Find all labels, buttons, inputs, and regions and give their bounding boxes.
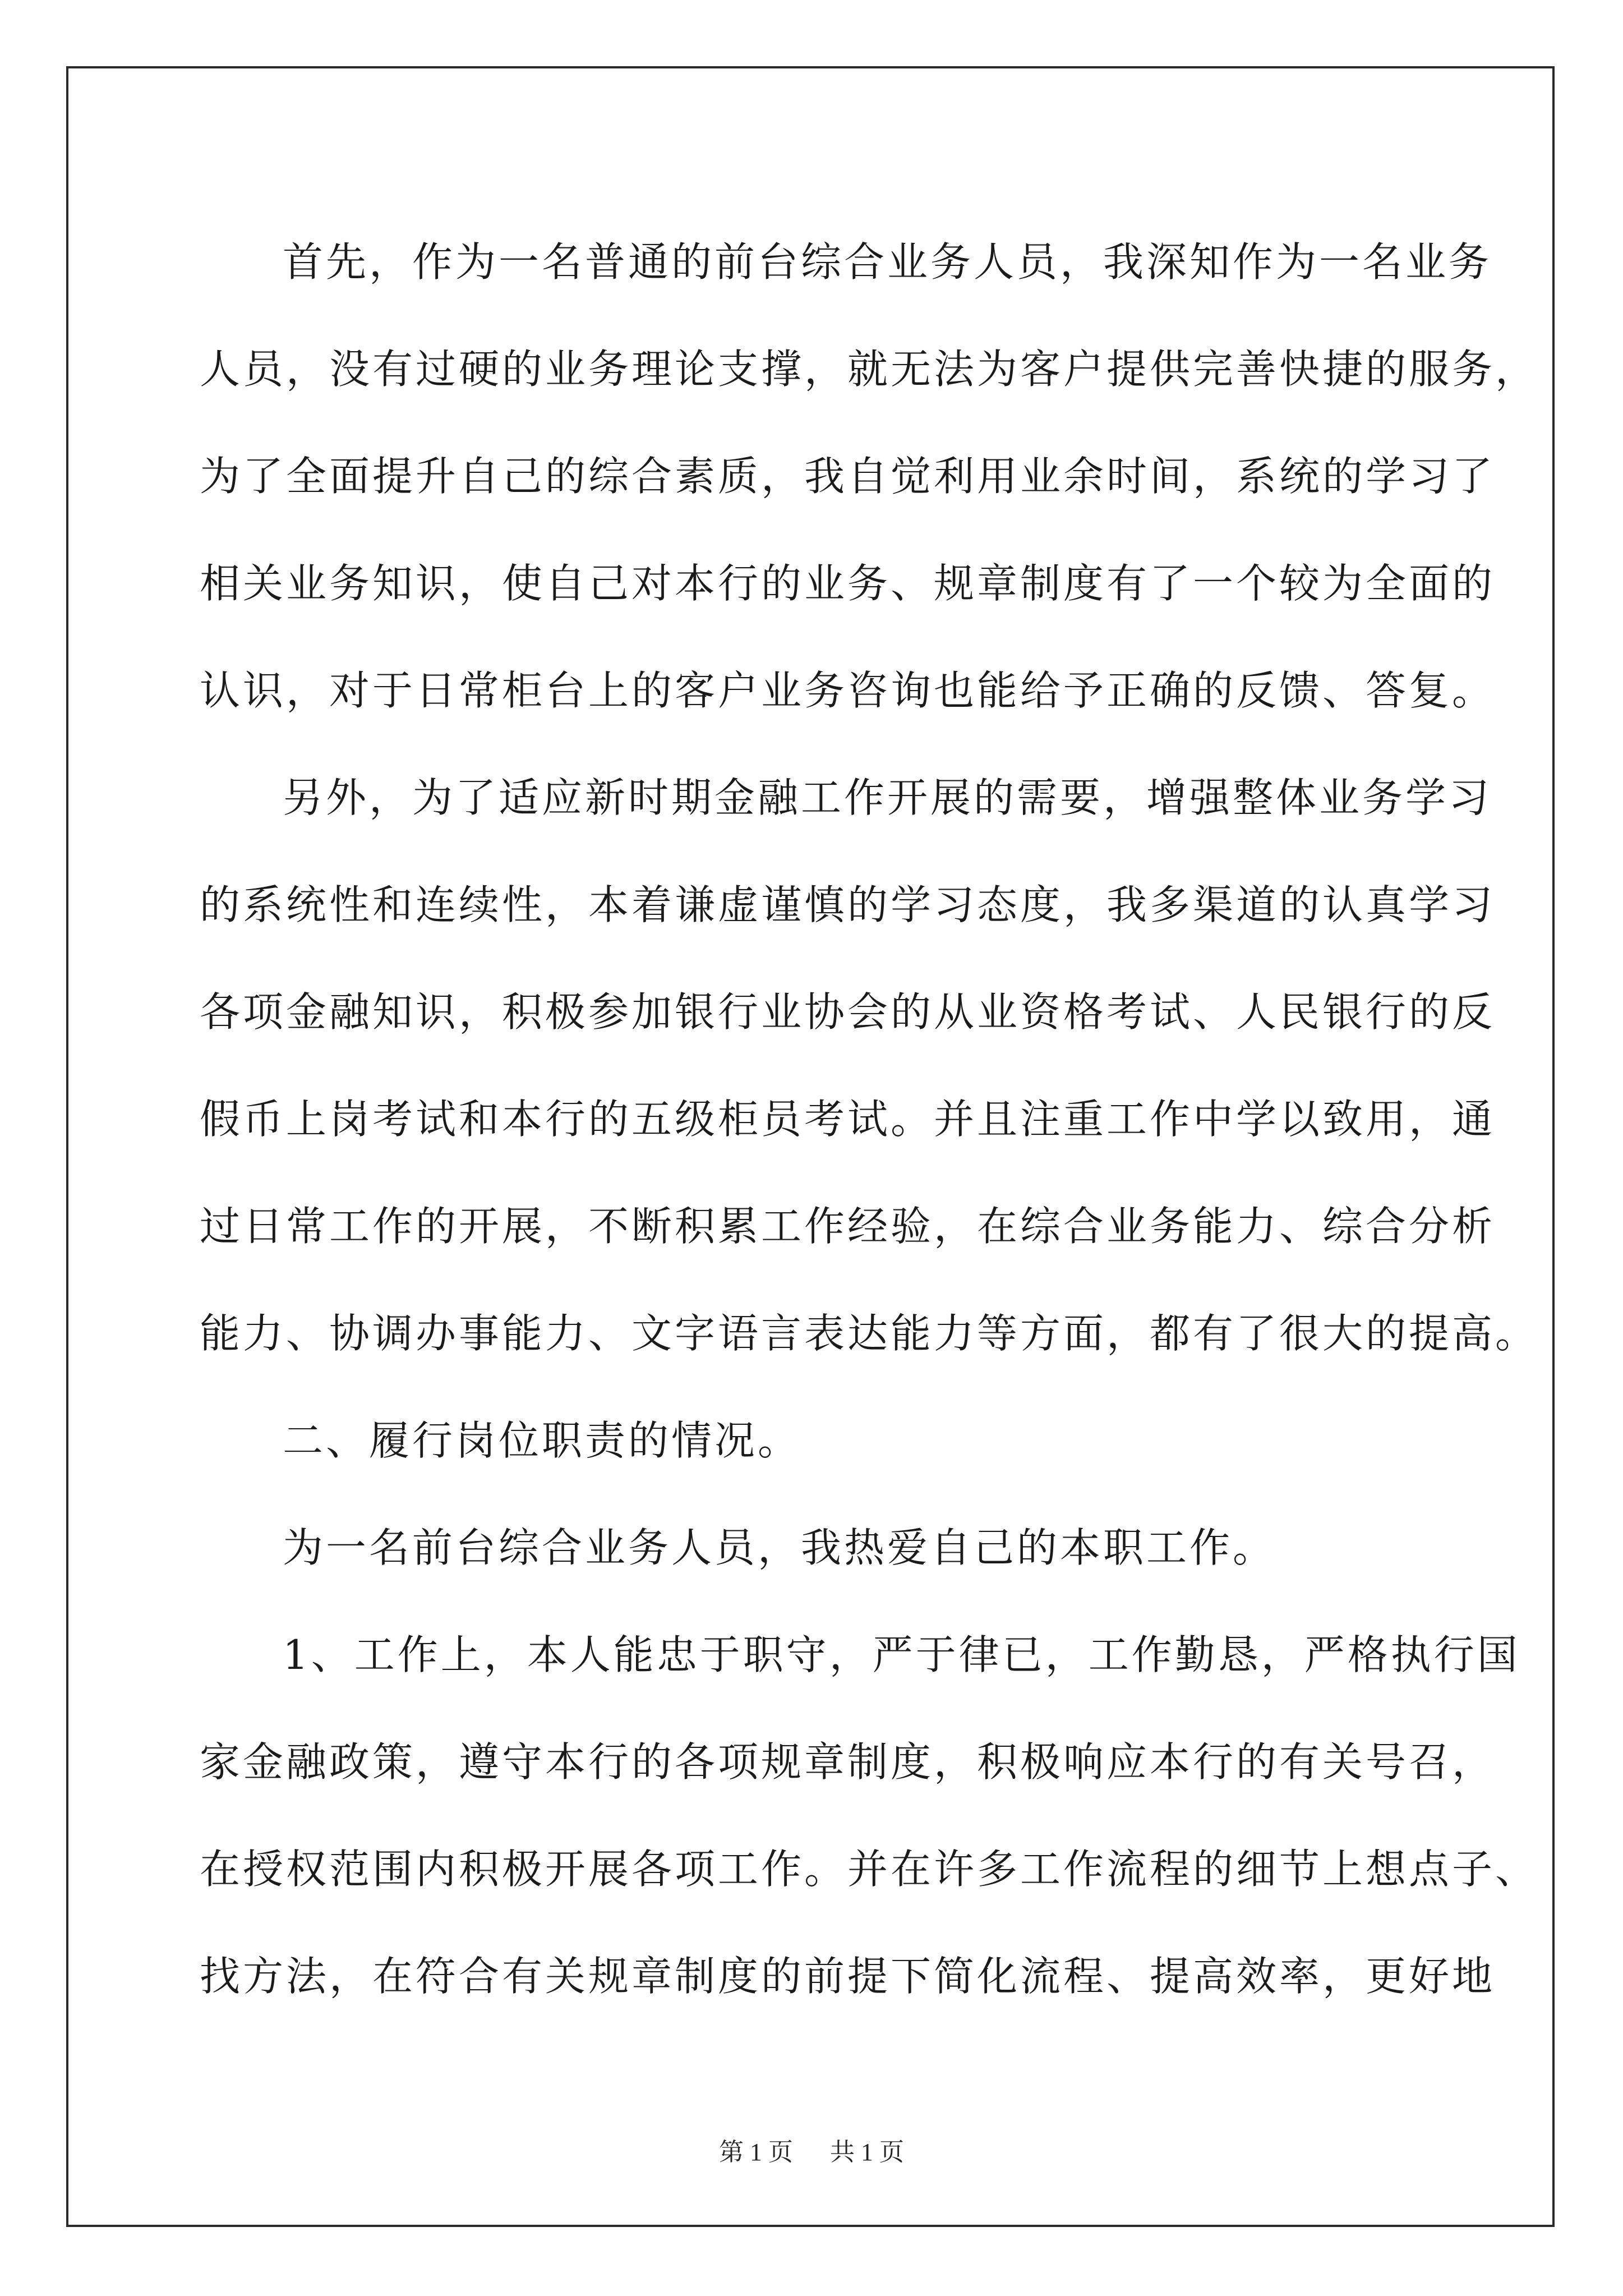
text-line: 各项金融知识，积极参加银行业协会的从业资格考试、人民银行的反: [200, 988, 1496, 1036]
text-line: 的系统性和连续性，本着谦虚谨慎的学习态度，我多渠道的认真学习: [200, 881, 1496, 928]
document-body: [200, 209, 1539, 2030]
page-number: 第 1 页: [719, 2138, 793, 2166]
section-heading: [200, 1387, 1428, 1494]
paragraph-3: [200, 1494, 1428, 1602]
paragraph-4: [200, 1602, 1539, 2030]
text-line: 1、工作上，本人能忠于职守，严于律已，工作勤恳，严格执行国: [283, 1631, 1520, 1678]
text-line: 在授权范围内积极开展各项工作。并在许多工作流程的细节上想点子、: [200, 1846, 1539, 1893]
text-line: 首先，作为一名普通的前台综合业务人员，我深知作为一名业务: [283, 238, 1492, 286]
text-line: 为一名前台综合业务人员，我热爱自己的本职工作。: [283, 1524, 1276, 1571]
paragraph-2: [200, 744, 1539, 1387]
text-line: 人员，没有过硬的业务理论支撑，就无法为客户提供完善快捷的服务，: [200, 346, 1539, 393]
text-line: 另外，为了适应新时期金融工作开展的需要，增强整体业务学习: [283, 774, 1492, 821]
text-line: 能力、协调办事能力、文字语言表达能力等方面，都有了很大的提高。: [200, 1310, 1539, 1357]
paragraph-1: [200, 209, 1539, 744]
text-line: 假币上岗考试和本行的五级柜员考试。并且注重工作中学以致用，通: [200, 1096, 1496, 1143]
page-total: 共 1 页: [830, 2138, 904, 2166]
page-footer: [0, 2132, 1623, 2168]
text-line: 找方法，在符合有关规章制度的前提下简化流程、提高效率，更好地: [200, 1953, 1496, 2000]
text-line: 为了全面提升自己的综合素质，我自觉利用业余时间，系统的学习了: [200, 453, 1496, 500]
text-line: 相关业务知识，使自己对本行的业务、规章制度有了一个较为全面的: [200, 560, 1496, 607]
text-line: 过日常工作的开展，不断积累工作经验，在综合业务能力、综合分析: [200, 1203, 1496, 1250]
heading-line: 二、履行岗位职责的情况。: [283, 1417, 801, 1464]
text-line: 认识，对于日常柜台上的客户业务咨询也能给予正确的反馈、答复。: [200, 667, 1496, 714]
text-line: 家金融政策，遵守本行的各项规章制度，积极响应本行的有关号召，: [200, 1738, 1496, 1786]
